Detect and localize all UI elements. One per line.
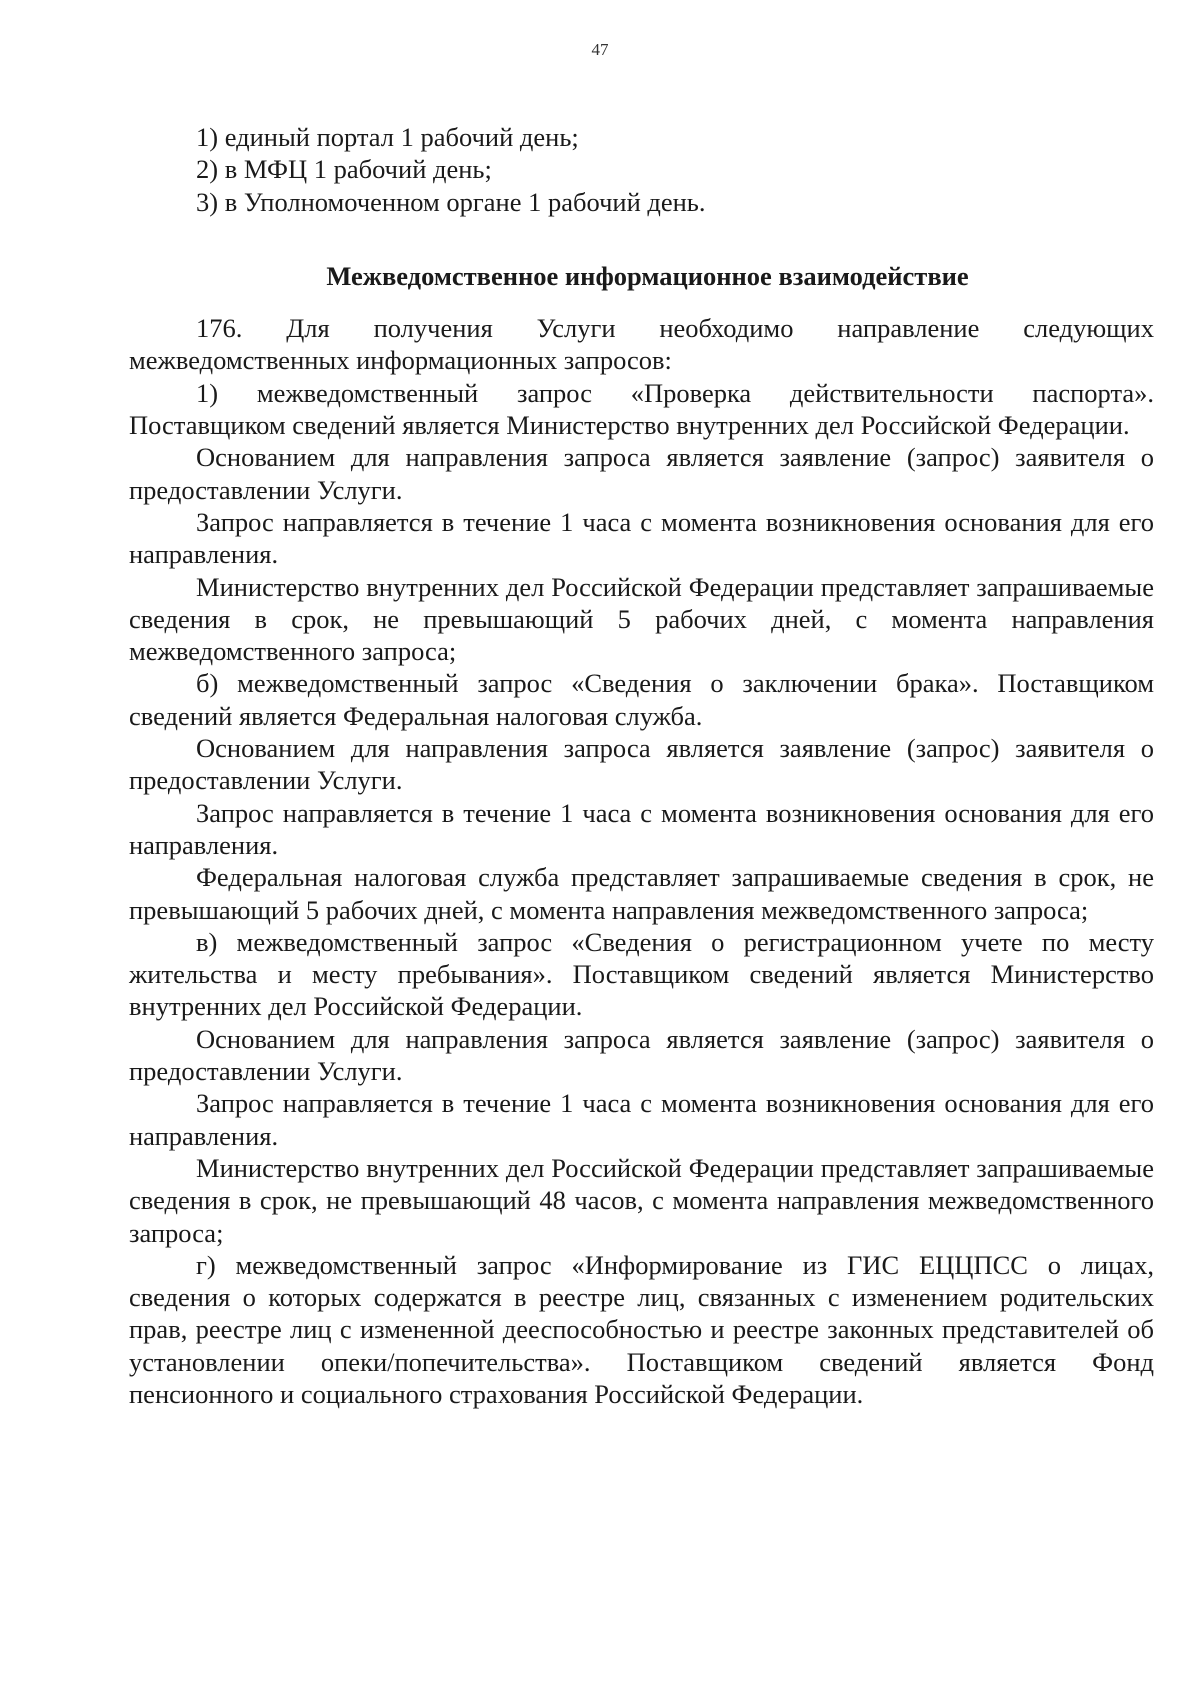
- deadline-list-item: 2) в МФЦ 1 рабочий день;: [196, 154, 492, 185]
- paragraph: 1) межведомственный запрос «Проверка действительности паспорта». Поставщиком сведений является Министерство внутренних дел Российской Федерации.: [129, 377, 1154, 441]
- paragraph: в) межведомственный запрос «Сведения о регистрационном учете по месту жительства и месту пребывания». Поставщиком сведений является Министерство внутренних дел Российской Федерации.: [129, 926, 1154, 1022]
- paragraph: Федеральная налоговая служба представляет запрашиваемые сведения в срок, не превышающий 5 рабочих дней, с момента направления межведомственного запроса;: [129, 862, 1154, 925]
- paragraph: Запрос направляется в течение 1 часа с момента возникновения основания для его направления.: [129, 1088, 1154, 1151]
- paragraph: г) межведомственный запрос «Информирование из ГИС ЕЦЦПСС о лицах, сведения о которых содержатся в реестре лиц, связанных с изменением родительских прав, реестре лиц с измененной дееспособностью и реестре законных представителей об установлении опеки/попечительства». Поставщиком сведений является Фонд пенсионного и социального страхования Российской Федерации.: [129, 1249, 1154, 1409]
- paragraph: Запрос направляется в течение 1 часа с момента возникновения основания для его направления.: [129, 797, 1154, 860]
- paragraph: Министерство внутренних дел Российской Федерации представляет запрашиваемые сведения в срок, не превышающий 48 часов, с момента направления межведомственного запроса;: [129, 1152, 1154, 1248]
- paragraph: Основанием для направления запроса является заявление (запрос) заявителя о предоставлении Услуги.: [129, 1023, 1154, 1087]
- paragraph: Запрос направляется в течение 1 часа с момента возникновения основания для его направления.: [129, 506, 1154, 570]
- deadline-list-item: 1) единый портал 1 рабочий день;: [196, 122, 579, 152]
- paragraph: б) межведомственный запрос «Сведения о заключении брака». Поставщиком сведений является Федеральная налоговая служба.: [129, 668, 1154, 731]
- page-number: 47: [591, 40, 609, 59]
- section-title: Межведомственное информационное взаимодействие: [326, 260, 969, 291]
- paragraph: Основанием для направления запроса является заявление (запрос) заявителя о предоставлении Услуги.: [129, 733, 1154, 796]
- paragraph: Министерство внутренних дел Российской Федерации представляет запрашиваемые сведения в срок, не превышающий 5 рабочих дней, с момента направления межведомственного запроса;: [129, 571, 1154, 667]
- document-body: [129, 121, 1154, 1410]
- paragraph: Основанием для направления запроса является заявление (запрос) заявителя о предоставлении Услуги.: [129, 442, 1154, 505]
- paragraph: 176. Для получения Услуги необходимо направление следующих межведомственных информационных запросов:: [129, 313, 1154, 376]
- deadline-list-item: 3) в Уполномоченном органе 1 рабочий день.: [196, 186, 706, 217]
